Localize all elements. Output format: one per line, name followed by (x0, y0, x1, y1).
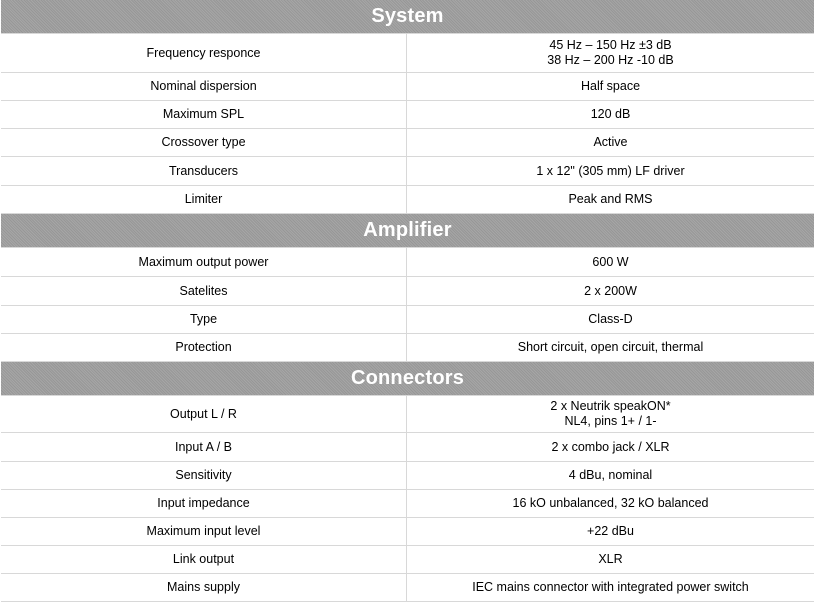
table-row (1, 334, 814, 362)
spec-value: Peak and RMS (568, 192, 653, 206)
table-row (1, 546, 814, 574)
spec-label: Sensitivity (1, 462, 407, 489)
table-row (1, 129, 814, 157)
table-row (1, 490, 814, 518)
table-row (1, 157, 814, 186)
spec-value: Active (593, 135, 628, 149)
spec-label: Output L / R (1, 396, 407, 432)
spec-value: 2 x combo jack / XLR (551, 439, 670, 454)
spec-label: Input impedance (1, 490, 407, 517)
table-row (1, 248, 814, 277)
table-row (1, 73, 814, 101)
spec-value: Short circuit, open circuit, thermal (517, 340, 704, 354)
spec-value: 45 Hz – 150 Hz ±3 dB 38 Hz – 200 Hz -10 dB (547, 38, 674, 67)
spec-label: Type (1, 306, 407, 333)
table-row (1, 396, 814, 433)
spec-label: Maximum output power (1, 248, 407, 276)
table-row (1, 306, 814, 334)
table-row (1, 462, 814, 490)
spec-value: 2 x 200W (584, 283, 637, 298)
spec-value: 16 kO unbalanced, 32 kO balanced (512, 496, 709, 510)
spec-label: Protection (1, 334, 407, 361)
section-header-connectors: Connectors (1, 362, 814, 396)
section-header-system: System (1, 0, 814, 34)
spec-value: XLR (598, 552, 623, 566)
table-row (1, 277, 814, 306)
spec-value: 1 x 12" (305 mm) LF driver (536, 163, 685, 178)
spec-value: 4 dBu, nominal (568, 468, 653, 482)
spec-label: Satelites (1, 277, 407, 305)
spec-label: Limiter (1, 186, 407, 213)
spec-value: Half space (580, 79, 641, 93)
table-row (1, 186, 814, 214)
spec-label: Maximum SPL (1, 101, 407, 128)
spec-value: 600 W (592, 254, 629, 269)
spec-value: +22 dBu (587, 524, 634, 538)
spec-label: Link output (1, 546, 407, 573)
spec-sheet (1, 0, 814, 602)
section-header-amplifier: Amplifier (1, 214, 814, 248)
spec-label: Crossover type (1, 129, 407, 156)
spec-value: IEC mains connector with integrated power switch (472, 580, 749, 594)
spec-label: Nominal dispersion (1, 73, 407, 100)
spec-label: Frequency responce (1, 34, 407, 72)
spec-label: Maximum input level (1, 518, 407, 545)
spec-label: Transducers (1, 157, 407, 185)
spec-label: Input A / B (1, 433, 407, 461)
table-row (1, 518, 814, 546)
spec-value: 120 dB (590, 107, 631, 121)
spec-value: Class-D (588, 312, 633, 326)
table-row (1, 34, 814, 73)
table-row (1, 574, 814, 602)
spec-label: Mains supply (1, 574, 407, 601)
spec-value: 2 x Neutrik speakON* NL4, pins 1+ / 1- (550, 399, 671, 428)
table-row (1, 101, 814, 129)
table-row (1, 433, 814, 462)
